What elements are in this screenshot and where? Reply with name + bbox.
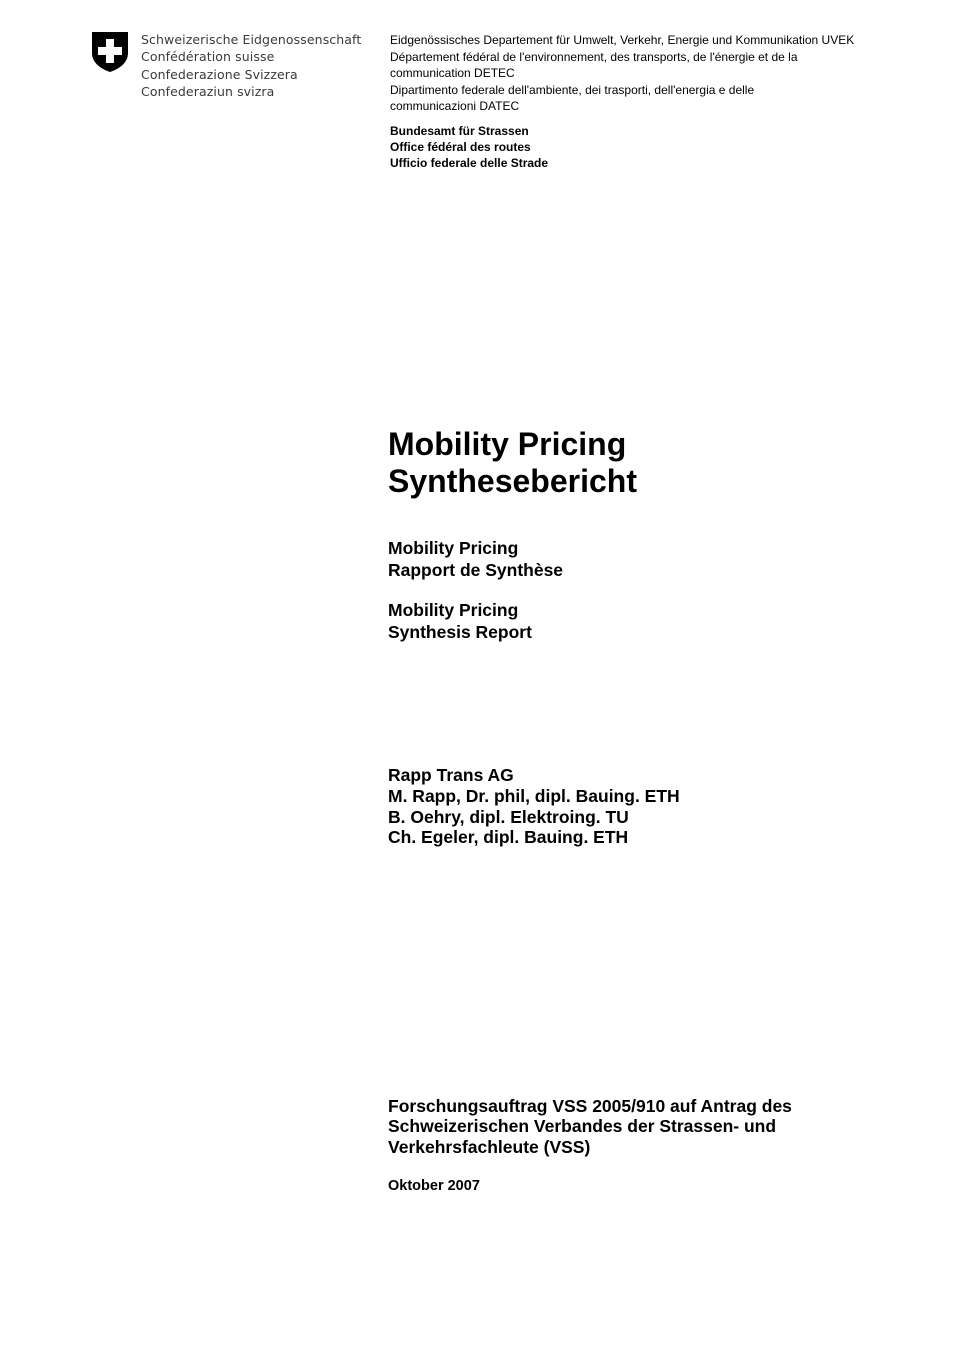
office-name-de: Bundesamt für Strassen [390, 124, 529, 138]
author-line: M. Rapp, Dr. phil, dipl. Bauing. ETH [388, 785, 680, 806]
confederation-name-rm: Confederaziun svizra [141, 83, 275, 99]
department-line: Département fédéral de l'environnement, des transports, de l'énergie et de la [390, 49, 798, 64]
authors-block [388, 765, 680, 848]
research-order-line: Schweizerischen Verbandes der Strassen- und [388, 1116, 777, 1137]
department-block [390, 32, 890, 115]
subtitle-french [388, 538, 563, 581]
confederation-names [141, 31, 361, 100]
confederation-name-de: Schweizerische Eidgenossenschaft [141, 32, 362, 47]
subtitle-french-line2: Rapport de Synthèse [388, 559, 564, 580]
publication-date: Oktober 2007 [388, 1178, 480, 1194]
office-name-fr: Office fédéral des routes [390, 140, 531, 154]
department-line: Dipartimento federale dell'ambiente, dei trasporti, dell'energia e delle [390, 82, 755, 97]
report-title-line1: Mobility Pricing [388, 426, 627, 462]
report-title [388, 426, 637, 500]
department-line: communication DETEC [390, 66, 515, 80]
swiss-coat-of-arms-icon [91, 31, 129, 73]
department-line: Eidgenössisches Departement für Umwelt, Verkehr, Energie und Kommunikation UVEK [390, 33, 855, 47]
author-line: B. Oehry, dipl. Elektroing. TU [388, 806, 629, 827]
department-line: communicazioni DATEC [390, 99, 520, 113]
report-title-line2: Synthesebericht [388, 463, 637, 499]
office-name-it: Ufficio federale delle Strade [390, 156, 549, 170]
author-company: Rapp Trans AG [388, 765, 514, 785]
author-line: Ch. Egeler, dipl. Bauing. ETH [388, 827, 629, 848]
subtitle-french-line1: Mobility Pricing [388, 538, 519, 558]
subtitle-english-line1: Mobility Pricing [388, 600, 519, 620]
federal-office-block [390, 123, 548, 171]
confederation-name-it: Confederazione Svizzera [141, 66, 298, 82]
confederation-name-fr: Confédération suisse [141, 49, 275, 65]
research-order-line: Verkehrsfachleute (VSS) [388, 1136, 591, 1157]
subtitle-english [388, 600, 532, 643]
research-order-line: Forschungsauftrag VSS 2005/910 auf Antrag des [388, 1096, 792, 1116]
subtitle-english-line2: Synthesis Report [388, 621, 532, 642]
research-order-block [388, 1096, 792, 1157]
